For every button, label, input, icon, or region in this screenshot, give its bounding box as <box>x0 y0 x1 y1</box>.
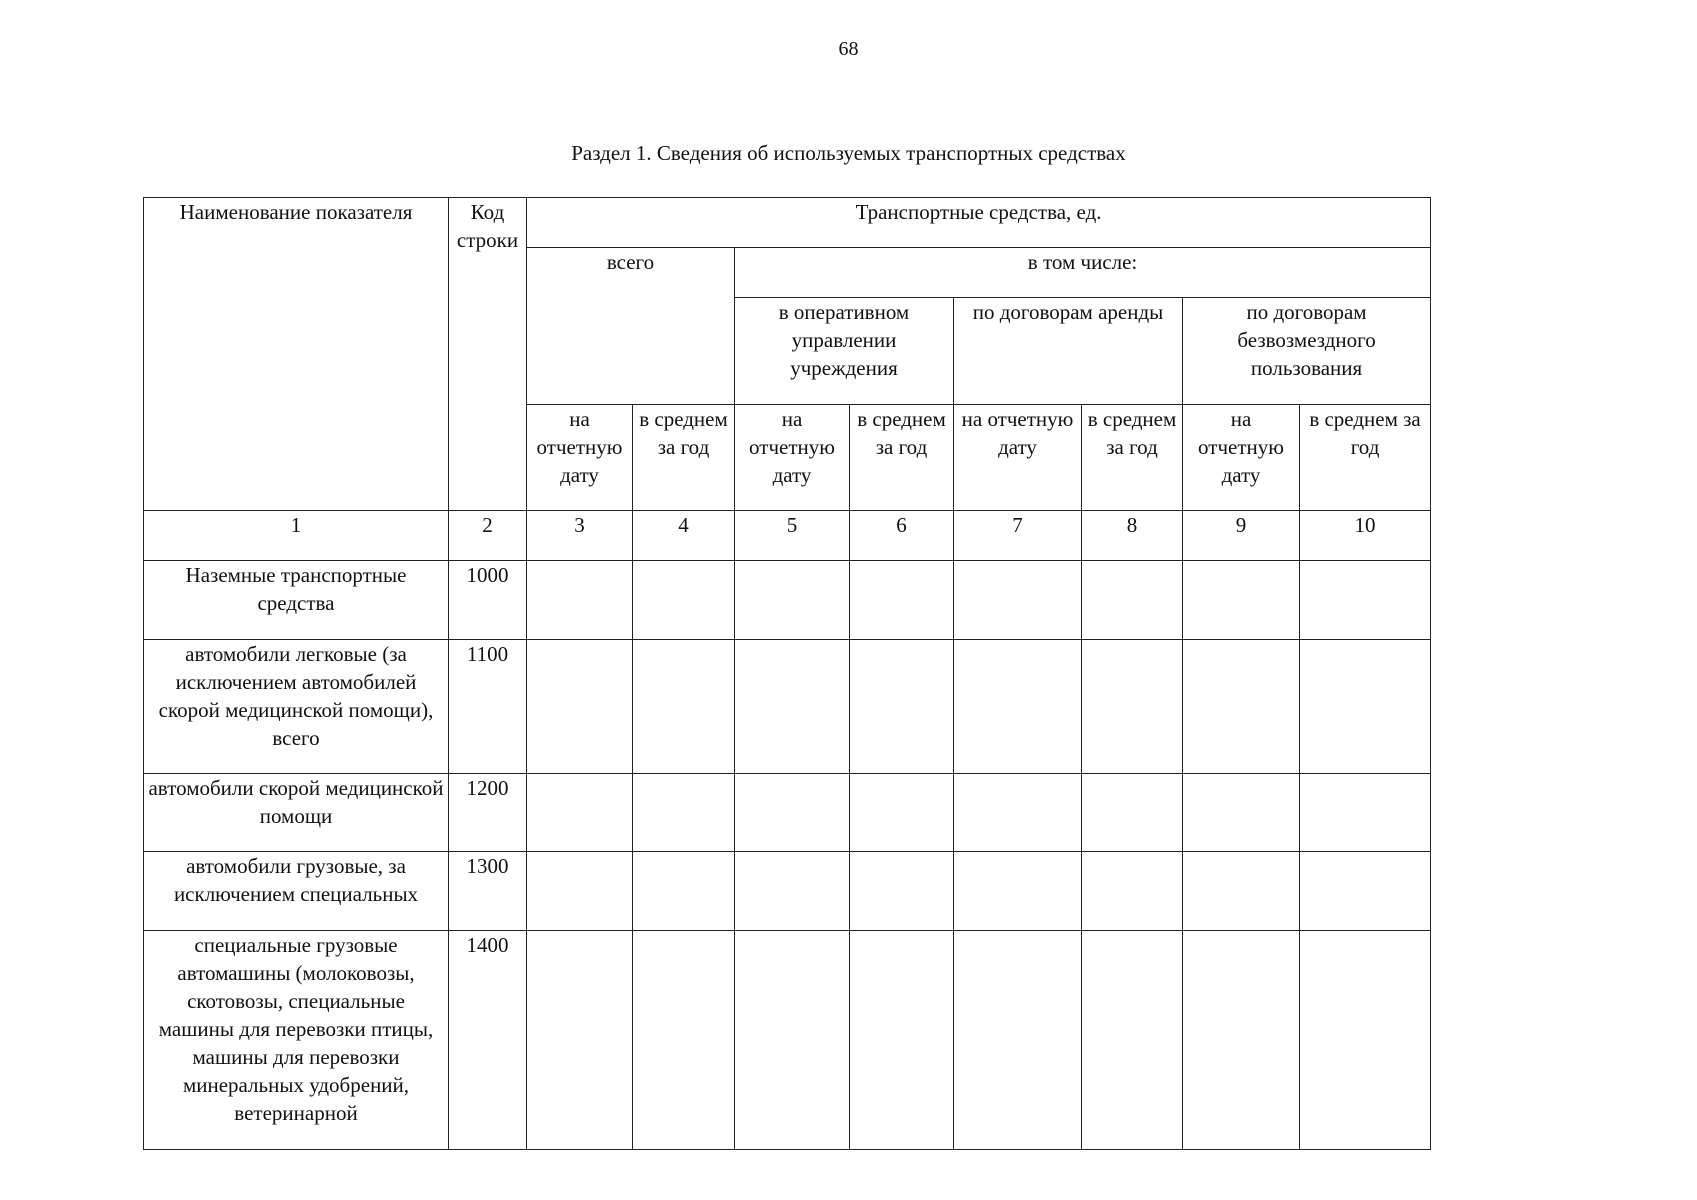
data-cell[interactable] <box>1082 561 1183 640</box>
transport-table <box>143 197 1431 1150</box>
data-cell[interactable] <box>1300 774 1431 852</box>
row-name: автомобили скорой медицинской помощи <box>144 774 449 852</box>
row-code: 1200 <box>449 774 527 852</box>
data-cell[interactable] <box>1300 640 1431 774</box>
data-cell[interactable] <box>1082 931 1183 1150</box>
data-cell[interactable] <box>1082 640 1183 774</box>
header-row-code: Код строки <box>449 198 527 511</box>
data-cell[interactable] <box>735 561 850 640</box>
header-transport-units: Транспортные средства, ед. <box>527 198 1431 248</box>
row-name: Наземные транспортные средства <box>144 561 449 640</box>
table-row <box>144 931 1431 1150</box>
data-cell[interactable] <box>1300 852 1431 931</box>
header-lease-on-date: на отчетную дату <box>954 405 1082 511</box>
data-cell[interactable] <box>1082 774 1183 852</box>
header-lease-avg-year: в среднем за год <box>1082 405 1183 511</box>
section-title: Раздел 1. Сведения об используемых транспортных средствах <box>571 141 1126 165</box>
row-name: автомобили легковые (за исключением автомобилей скорой медицинской помощи), всего <box>144 640 449 774</box>
column-number: 8 <box>1082 511 1183 561</box>
data-cell[interactable] <box>954 852 1082 931</box>
data-cell[interactable] <box>735 931 850 1150</box>
table-row <box>144 852 1431 931</box>
header-operational-management: в оперативном управлении учреждения <box>735 298 954 405</box>
table-row <box>144 774 1431 852</box>
data-cell[interactable] <box>954 561 1082 640</box>
row-code: 1300 <box>449 852 527 931</box>
column-number-row <box>144 511 1431 561</box>
data-cell[interactable] <box>527 774 633 852</box>
header-total-avg-year: в среднем за год <box>633 405 735 511</box>
data-cell[interactable] <box>1183 931 1300 1150</box>
column-number: 2 <box>449 511 527 561</box>
column-number: 7 <box>954 511 1082 561</box>
data-cell[interactable] <box>1183 852 1300 931</box>
table-row <box>144 640 1431 774</box>
data-cell[interactable] <box>1300 561 1431 640</box>
page-number: 68 <box>838 38 859 60</box>
data-cell[interactable] <box>527 561 633 640</box>
row-code: 1100 <box>449 640 527 774</box>
data-cell[interactable] <box>954 640 1082 774</box>
data-cell[interactable] <box>735 852 850 931</box>
column-number: 4 <box>633 511 735 561</box>
column-number: 3 <box>527 511 633 561</box>
data-cell[interactable] <box>850 931 954 1150</box>
data-cell[interactable] <box>954 931 1082 1150</box>
data-cell[interactable] <box>850 852 954 931</box>
data-cell[interactable] <box>1183 774 1300 852</box>
header-total: всего <box>527 248 735 405</box>
data-cell[interactable] <box>735 774 850 852</box>
table-row <box>144 561 1431 640</box>
data-cell[interactable] <box>633 774 735 852</box>
header-free-use-on-date: на отчетную дату <box>1183 405 1300 511</box>
header-operational-on-date: на отчетную дату <box>735 405 850 511</box>
header-indicator-name: Наименование показателя <box>144 198 449 511</box>
row-code: 1400 <box>449 931 527 1150</box>
row-code: 1000 <box>449 561 527 640</box>
column-number: 1 <box>144 511 449 561</box>
header-free-use-agreements: по договорам безвозмездного пользования <box>1183 298 1431 405</box>
data-cell[interactable] <box>527 931 633 1150</box>
column-number: 5 <box>735 511 850 561</box>
data-cell[interactable] <box>633 852 735 931</box>
data-cell[interactable] <box>1082 852 1183 931</box>
data-cell[interactable] <box>527 852 633 931</box>
data-cell[interactable] <box>850 640 954 774</box>
data-cell[interactable] <box>633 931 735 1150</box>
data-cell[interactable] <box>633 561 735 640</box>
header-operational-avg-year: в среднем за год <box>850 405 954 511</box>
data-cell[interactable] <box>735 640 850 774</box>
data-cell[interactable] <box>954 774 1082 852</box>
row-name: специальные грузовые автомашины (молоковозы, скотовозы, специальные машины для перевозки птицы, машины для перевозки минеральных удобрений, ветеринарной <box>144 931 449 1150</box>
header-free-use-avg-year: в среднем за год <box>1300 405 1431 511</box>
data-cell[interactable] <box>850 561 954 640</box>
data-cell[interactable] <box>1300 931 1431 1150</box>
column-number: 10 <box>1300 511 1431 561</box>
row-name: автомобили грузовые, за исключением специальных <box>144 852 449 931</box>
data-cell[interactable] <box>1183 561 1300 640</box>
header-total-on-date: на отчетную дату <box>527 405 633 511</box>
header-including: в том числе: <box>735 248 1431 298</box>
data-cell[interactable] <box>527 640 633 774</box>
data-cell[interactable] <box>850 774 954 852</box>
column-number: 9 <box>1183 511 1300 561</box>
data-cell[interactable] <box>1183 640 1300 774</box>
column-number: 6 <box>850 511 954 561</box>
header-lease-agreements: по договорам аренды <box>954 298 1183 405</box>
data-cell[interactable] <box>633 640 735 774</box>
